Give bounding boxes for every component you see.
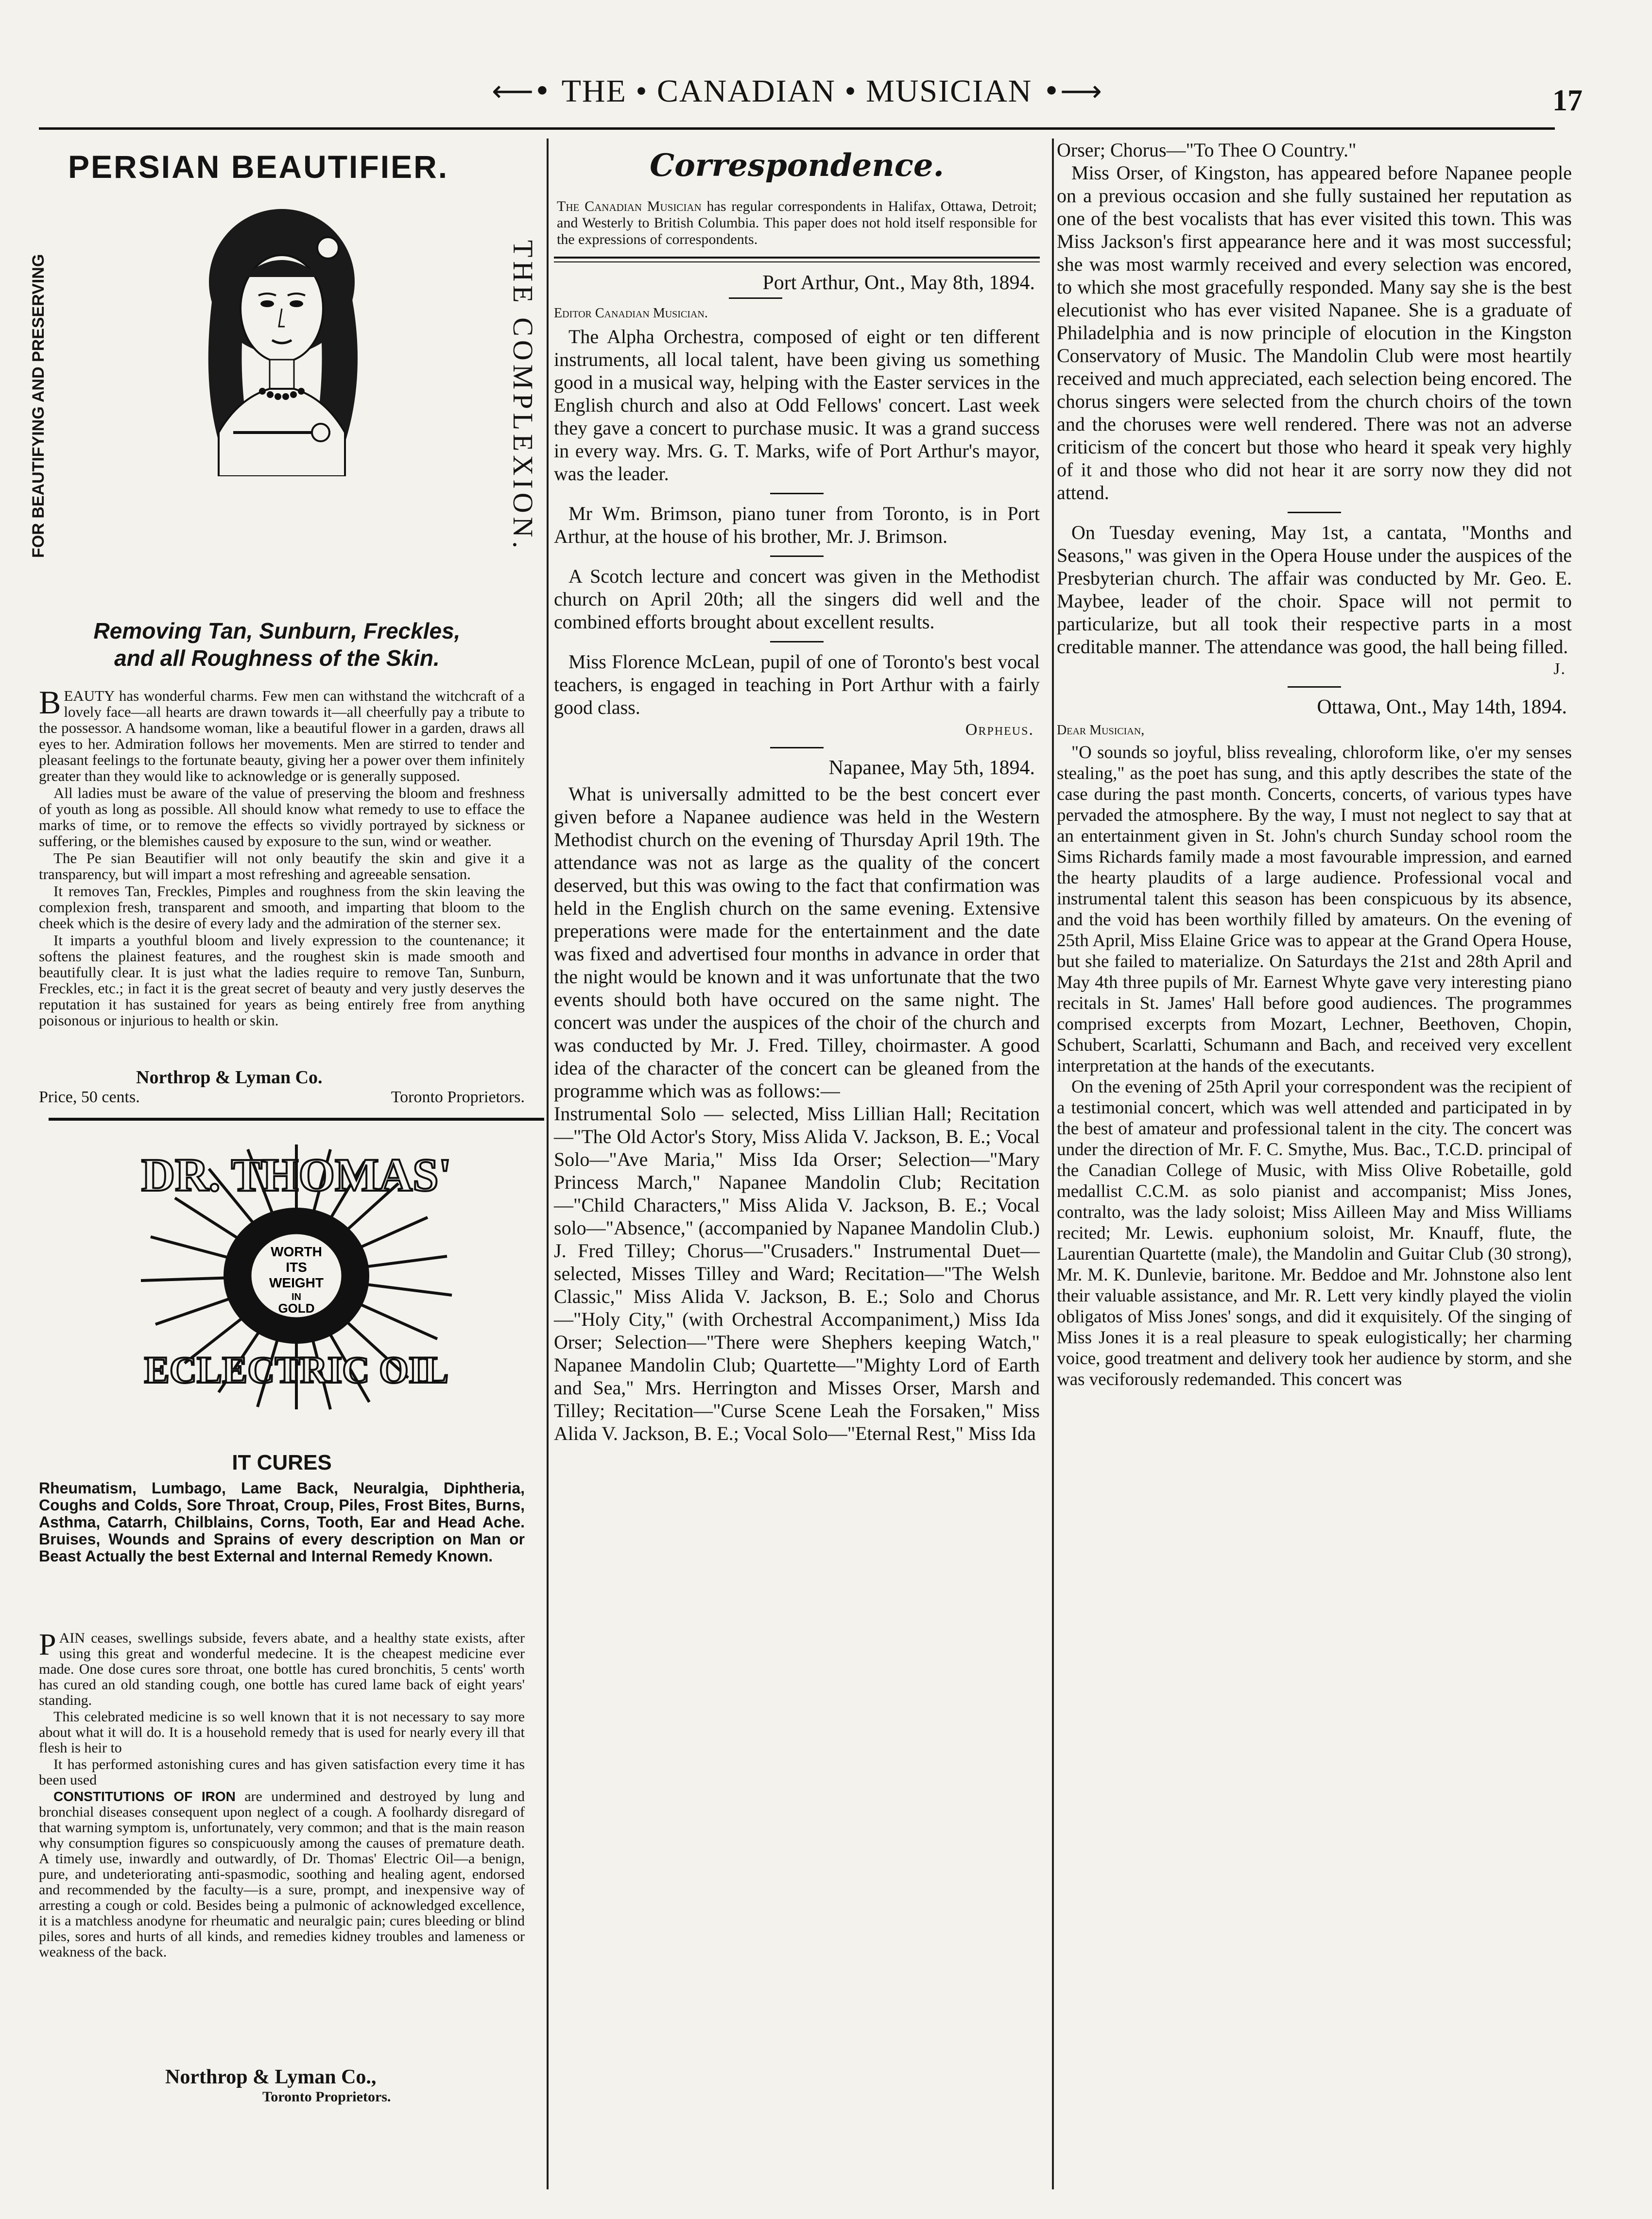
article-paragraph: Mr Wm. Brimson, piano tuner from Toronto, is in Port Arthur, at the house of his brother, Mr. J. Brimson.	[554, 503, 1040, 547]
rule	[770, 747, 824, 748]
company-name: Northrop & Lyman Co.,	[165, 2066, 377, 2088]
drop-cap: B	[39, 684, 61, 721]
dateline-port-arthur: Port Arthur, Ont., May 8th, 1894.	[762, 272, 1035, 294]
constitutions-label: CONSTITUTIONS OF IRON	[53, 1789, 236, 1804]
ad-title: PERSIAN BEAUTIFIER.	[68, 149, 449, 185]
column-divider-1	[547, 139, 549, 2189]
badge-text: IN	[292, 1292, 301, 1302]
right-arrow-ornament: •⟶	[1043, 74, 1102, 108]
article-paragraph: On the evening of 25th April your correspondent was the recipient of a testimonial concert, which was well attended and participated in by the best of amateur and professional talent in the city. The concert was under the direction of Mr. F. C. Smythe, Mus. Bac., T.C.D. principal of the Canadian College of Music, with Miss Olive Robetaille, gold medallist C.C.M. as solo pianist and accompanist; Miss Jones, contralto, was the lady soloist; Miss Ailleen May and Miss Williams recited; Mr. Lewis. euphonium soloist, Mr. Knauff, flute, the Laurentian Quartette (male), the Mandolin and Guitar Club (30 strong), Mr. M. K. Dunlevie, baritone. Mr. Beddoe and Mr. Johnstone also lent their valuable assistance, and Mr. R. Lett very kindly played the violin obligatos of Miss Jones' songs, and did it exquisitely. Of the singing of Miss Jones it is a real pleasure to speak eulogistically; her charming voice, good treatment and delivery took her audience by storm, and she was veciforously redemanded. This concert was	[1057, 1077, 1572, 1389]
rule	[1288, 512, 1341, 513]
dateline-ottawa: Ottawa, Ont., May 14th, 1894.	[1317, 696, 1567, 718]
section-intro: The Canadian Musician has regular correspondents in Halifax, Ottawa, Detroit; and Westerly to British Columbia. This paper does not hold itself responsible for the expressions of correspondents.	[557, 198, 1037, 247]
article-paragraph: A Scotch lecture and concert was given in the Methodist church on April 20th; all the singers did well and the combined efforts brought about excellent results.	[554, 565, 1040, 633]
ad-signoff	[39, 2065, 525, 2105]
page-number: 17	[1552, 84, 1583, 117]
logo-text: DR. THOMAS'	[141, 1149, 452, 1201]
badge-text: GOLD	[278, 1301, 315, 1316]
badge-text: WEIGHT	[269, 1275, 324, 1290]
article-paragraph: The Alpha Orchestra, composed of eight or ten different instruments, all local talent, have been giving us something good in a musical way, helping with the Easter services in the English church and also at Odd Fellows' concert. Last week they gave a concert to purchase music. It was a grand success in every way. Mrs. G. T. Marks, wife of Port Arthur's mayor, was the leader.	[554, 326, 1040, 485]
sunburst-logo	[126, 1140, 466, 1412]
salutation: Dear Musician,	[1057, 723, 1145, 738]
correspondence-column-2	[1057, 139, 1572, 2199]
rule	[770, 493, 824, 494]
salutation: Editor Canadian Musician.	[554, 306, 708, 321]
double-rule	[554, 257, 1040, 262]
advertisement-column	[19, 139, 544, 2199]
persian-beautifier-ad	[19, 139, 544, 1120]
ad-separator	[49, 1118, 544, 1121]
price: Price, 50 cents.	[39, 1088, 140, 1106]
dateline-napanee: Napanee, May 5th, 1894.	[828, 757, 1035, 779]
column-divider-2	[1052, 139, 1054, 2189]
ad-body-text: BEAUTY has wonderful charms. Few men can withstand the witchcraft of a lovely face—all hearts are drawn towards it—all cheerfully pay a tribute to the possessor. A handsome woman, like a beautiful flower in a garden, draws all eyes to her. Admiration follows her movements. Men are stirred to tender and pleasant feelings to the fortunate beauty, giving her a power over them infinitely greater than they would like to acknowledge or is generally supposed. All ladies must be aware of the value of preserving the bloom and freshness of youth as long as possible. All should know what remedy to use to efface the marks of time, or to remove the effects so vividly portrayed by sickness or suffering, or the blemishes caused by exposure to the sun, wind or weather. The Pe sian Beautifier will not only beautify the skin and give it a transparency, but will impart a most refreshing and agreeable sensation. It removes Tan, Freckles, Pimples and roughness from the skin leaving the complexion fresh, transparent and smooth, and imparting that bloom to the cheek which is the desire of every lady and the admiration of the sterner sex. It imparts a youthful bloom and lively expression to the countenance; it softens the plainest features, and the roughest skin is made smooth and beautifully clear. It is just what the ladies require to remove Tan, Sunburn, Freckles, etc.; in fact it is the great secret of beauty and very justly deserves the reputation it has sustained for years as being entirely free from anything poisonous or injurious to health or skin.	[39, 684, 525, 1029]
rule	[1288, 686, 1341, 688]
logo-text: ECLECTRIC OIL	[144, 1349, 449, 1391]
badge-text: ITS	[286, 1260, 307, 1275]
article-paragraph: Miss Orser, of Kingston, has appeared before Napanee people on a previous occasion and she fully sustained her reputation as one of the best vocalists that has ever visited this town. This was Miss Jackson's first appearance here and it was most successful; she was most warmly received and every selection was encored, to which she most gracefully responded. Many say she is the best elecutionist who has ever visited Napanee. She is a graduate of Philadelphia and is now principle of elocution in the Kingston Conservatory of Music. The Mandolin Club were most heartily received and much appreciated, each selection being encored. The chorus singers were selected from the church choirs of the town and the choruses were well rendered. There was not an adverse criticism of the concert but those who heard it speak very highly of it and those who did not hear it are sorry now they did not attend.	[1057, 162, 1572, 503]
proprietors: Toronto Proprietors.	[391, 1088, 525, 1106]
programme-continuation: Orser; Chorus—"To Thee O Country."	[1057, 139, 1357, 161]
article-paragraph: On Tuesday evening, May 1st, a cantata, "Months and Seasons," was given in the Opera House under the auspices of the Presbyterian church. The affair was conducted by Mr. Geo. E. Maybee, leader of the choir. Space will not permit to particularize, but all took their respective parts in a most creditable manner. The attendance was good, the hall being filled.	[1057, 521, 1572, 658]
masthead	[457, 72, 1137, 111]
cures-list: Rheumatism, Lumbago, Lame Back, Neuralgia, Diphtheria, Coughs and Colds, Sore Throat, Croup, Piles, Frost Bites, Burns, Asthma, Catarrh, Chilblains, Corns, Tooth, Ear and Head Ache. Bruises, Wounds and Sprains of every description on Man or Beast Actually the best External and Internal Remedy Known.	[39, 1479, 525, 1565]
ad-slogan: Removing Tan, Sunburn, Freckles, and all Roughness of the Skin.	[93, 618, 461, 671]
cures-heading: IT CURES	[232, 1451, 332, 1474]
signature: Orpheus.	[965, 721, 1034, 739]
section-title: Correspondence.	[650, 147, 944, 184]
signature: J.	[1553, 660, 1566, 678]
article-paragraph: Miss Florence McLean, pupil of one of Toronto's best vocal teachers, is engaged in teaching in Port Arthur with a fairly good class.	[554, 651, 1040, 718]
proprietors: Toronto Proprietors.	[262, 2089, 391, 2105]
ad-body-text: PAIN ceases, swellings subside, fevers abate, and a healthy state exists, after using this great and wonderful medecine. It is the cheapest medicine ever made. One dose cures sore throat, one bottle has cured bronchitis, 5 cents' worth has cured an old standing cough, one bottle has cured lame back of eight years' standing. This celebrated medicine is so well known that it is not necessary to say more about what it will do. It is a household remedy that is used for nearly every ill that flesh is heir to It has performed astonishing cures and has given satisfaction every time it has been used CONSTITUTIONS OF IRON are undermined and destroyed by lung and bronchial diseases consequent upon neglect of a cough. A foolhardy disregard of that warning symptom is, unfortunately, very common; and that is the main reason why consumption figures so conspicuously among the causes of premature death. A timely use, inwardly and outwardly, of Dr. Thomas' Electric Oil—a benign, pure, and undeteriorating anti-spasmodic, soothing and healing agent, endorsed and recommended by the faculty—is a sure, prompt, and inexpensive way of arresting a cough or cold. Besides being a pulmonic of acknowledged excellence, it is a matchless anodyne for rheumatic and neuralgic pain; cures bleeding or blind piles, sores and hurts of all kinds, and remedies kidney troubles and lameness or weakness of the back.	[39, 1627, 525, 1960]
left-arrow-ornament: ⟵•	[492, 74, 551, 108]
ad-signoff	[39, 1067, 525, 1107]
programme-paragraph: Instrumental Solo — selected, Miss Lillian Hall; Recitation—"The Old Actor's Story, Miss Alida V. Jackson, B. E.; Vocal Solo—"Ave Maria," Miss Ida Orser; Selection—"Mary Princess March," Napanee Mandolin Club; Recitation—"Child Characters," Miss Alida V. Jackson, B. E.; Vocal solo—"Absence," (accompanied by Napanee Mandolin Club.) J. Fred Tilley; Chorus—"Crusaders." Instrumental Duet—selected, Misses Tilley and Ward; Recitation—"The Welsh Classic," Miss Alida V. Jackson, B. E.; Solo and Chorus —"Holy City," (with Orchestral Accompaniment,) Miss Ida Orser; Selection—"There were Shephers keeping Watch," Napanee Mandolin Club; Quartette—"Mighty Lord of Earth and Sea," Mrs. Herrington and Misses Orser, Marsh and Tilley; Recitation—"Curse Scene Leah the Forsaken," Miss Alida V. Jackson, B. E.; Vocal Solo—"Eternal Rest," Miss Ida	[554, 1103, 1040, 1444]
article-paragraph: "O sounds so joyful, bliss revealing, chloroform like, o'er my senses stealing," as the poet has sung, and this aptly describes the state of the case during the past month. Concerts, concerts, of various types have pervaded the atmosphere. By the way, I must not neglect to say that at an entertainment given in St. John's church Sunday school room the Sims Richards family made a most favourable impression, and earned the hearty plaudits of a large audience. Professional vocal and instrumental talent this season has been conspicuous by its absence, and the void has been worthily filled by amateurs. On the evening of 25th April, Miss Elaine Grice was to appear at the Grand Opera House, but she failed to materialize. On Saturdays the 21st and 28th April and May 4th three pupils of Mr. Earnest Whyte gave very interesting piano recitals in St. James' Hall before good audiences. The programmes comprised excerpts from Mozart, Lechner, Beethoven, Chopin, Schubert, Scarlatti, Schumann and Bach, and received very excellent interpretation at the hands of the executants.	[1057, 743, 1572, 1076]
rule	[770, 641, 824, 642]
header-rule	[39, 127, 1555, 130]
badge-text: WORTH	[271, 1244, 322, 1259]
rule	[770, 555, 824, 557]
article-paragraph: What is universally admitted to be the best concert ever given before a Napanee audience was held in the Western Methodist church on the evening of Thursday April 19th. The attendance was not as large as the quality of the concert deserved, but this was owing to the fact that confirmation was held in the English church on the same evening. Extensive preperations were made for the entertainment and the date was fixed and advertised four months in advance in order that the night would be known and it was unfortunate that the two events should both have occured on the same night. The concert was under the auspices of the choir of the church and was conducted by Mr. J. Fred. Tilley, choirmaster. A good idea of the character of the concert can be gleaned from the programme which was as follows:—	[554, 783, 1040, 1102]
drop-cap: P	[39, 1627, 56, 1662]
eclectric-oil-ad	[19, 1140, 544, 2199]
company-name: Northrop & Lyman Co.	[136, 1067, 323, 1088]
masthead-title: THE • CANADIAN • MUSICIAN	[561, 73, 1032, 109]
correspondence-column-1	[549, 139, 1040, 2199]
side-text-right: THE COMPLEXION.	[507, 240, 539, 552]
rule	[729, 297, 782, 299]
woman-portrait-illustration	[180, 204, 384, 476]
side-text-left: FOR BEAUTIFYING AND PRESERVING	[29, 254, 48, 558]
